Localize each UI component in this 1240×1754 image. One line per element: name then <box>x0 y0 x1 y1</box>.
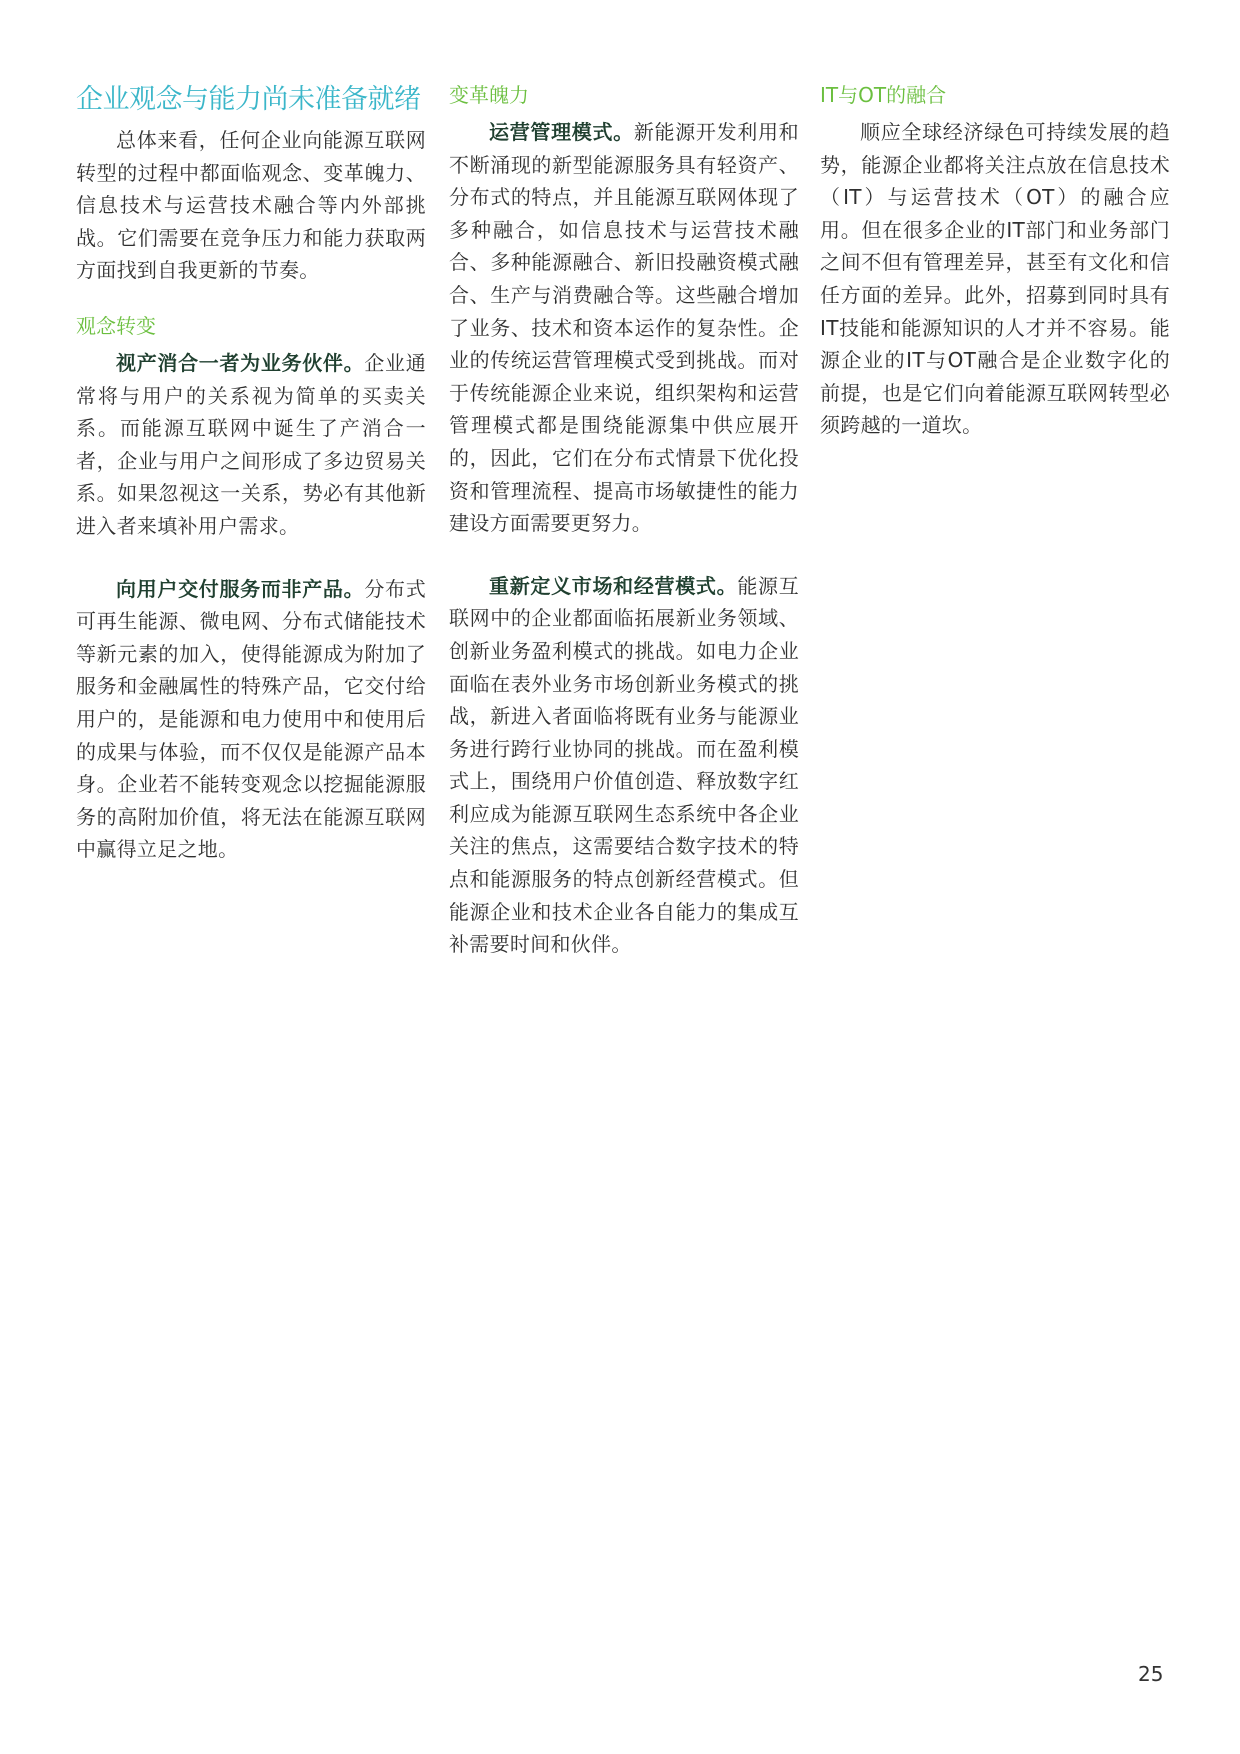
lead-market-redefinition: 重新定义市场和经营模式。 <box>489 573 738 598</box>
paragraph-it-ot-fusion: 顺应全球经济绿色可持续发展的趋势，能源企业都将关注点放在信息技术（IT）与运营技术（OT）的融合应用。但在很多企业的IT部门和业务部门之间不但有管理差异，甚至有文化和信任方面的差异。此外，招募到同时具有IT技能和能源知识的人才并不容易。能源企业的IT与OT融合是企业数字化的前提，也是它们向着能源互联网转型必须跨越的一道坎。 <box>820 120 1170 438</box>
page-number: 25 <box>1138 1662 1164 1686</box>
paragraph-service-delivery <box>76 573 426 866</box>
subheading-transformation-courage: 变革魄力 <box>449 83 529 107</box>
lead-operations-model: 运营管理模式。 <box>489 120 634 144</box>
right-column <box>820 78 1170 442</box>
body-prosumer-partner: 企业通常将与用户的关系视为简单的买卖关系。而能源互联网中诞生了产消合一者，企业与用户之间形成了多边贸易关系。如果忽视这一关系，势必有其他新进入者来填补用户需求。 <box>76 350 426 538</box>
body-market-redefinition: 能源互联网中的企业都面临拓展新业务领域、创新业务盈利模式的挑战。如电力企业面临在表外业务市场创新业务模式的挑战，新进入者面临将既有业务与能源业务进行跨行业协同的挑战。而在盈利模式上，围绕用户价值创造、释放数字红利应成为能源互联网生态系统中各企业关注的焦点，这需要结合数字技术的特点和能源服务的特点创新经营模式。但能源企业和技术企业各自能力的集成互补需要时间和伙伴。 <box>449 573 799 957</box>
lead-service-delivery: 向用户交付服务而非产品。 <box>116 576 365 601</box>
subheading-it-ot-fusion: IT与OT的融合 <box>820 83 947 107</box>
paragraph-market-redefinition <box>449 570 799 961</box>
section-title: 企业观念与能力尚未准备就绪 <box>76 84 421 115</box>
subheading-mindset-change: 观念转变 <box>76 313 156 338</box>
paragraph-operations-model <box>449 116 799 540</box>
body-operations-model: 新能源开发利用和不断涌现的新型能源服务具有轻资产、分布式的特点，并且能源互联网体现了多种融合，如信息技术与运营技术融合、多种能源融合、新旧投融资模式融合、生产与消费融合等。这些融合增加了业务、技术和资本运作的复杂性。企业的传统运营管理模式受到挑战。而对于传统能源企业来说，组织架构和运营管理模式都是围绕能源集中供应展开的，因此，它们在分布式情景下优化投资和管理流程、提高市场敏捷性的能力建设方面需要更努力。 <box>449 120 799 536</box>
left-column <box>76 78 426 866</box>
paragraph-prosumer-partner <box>76 347 426 543</box>
body-service-delivery: 分布式可再生能源、微电网、分布式储能技术等新元素的加入，使得能源成为附加了服务和金融属性的特殊产品，它交付给用户的，是能源和电力使用中和使用后的成果与体验，而不仅仅是能源产品本身。企业若不能转变观念以挖掘能源服务的高附加价值，将无法在能源互联网中赢得立足之地。 <box>76 576 426 862</box>
intro-paragraph: 总体来看，任何企业向能源互联网转型的过程中都面临观念、变革魄力、信息技术与运营技术融合等内外部挑战。它们需要在竞争压力和能力获取两方面找到自我更新的节奏。 <box>76 128 426 283</box>
middle-column <box>449 78 799 961</box>
lead-prosumer-partner: 视产消合一者为业务伙伴。 <box>116 350 365 375</box>
